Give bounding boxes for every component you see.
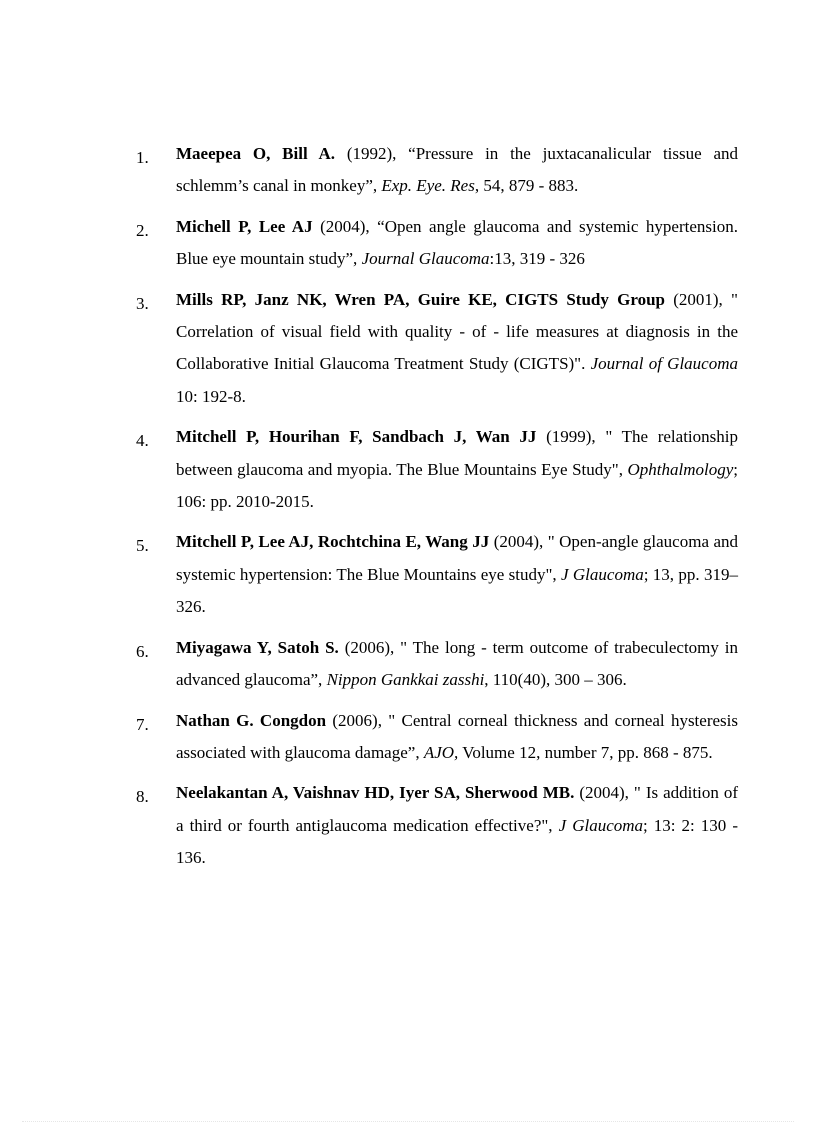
reference-journal: J Glaucoma <box>558 815 644 835</box>
reference-number: 6. <box>136 641 149 661</box>
reference-details: Volume 12, number 7, pp. 868 - 875. <box>458 742 713 762</box>
reference-number: 1. <box>136 148 149 167</box>
reference-journal: Ophthalmology <box>627 459 734 479</box>
reference-authors: Miyagawa Y, Satoh S. <box>176 637 339 657</box>
reference-journal: Exp. Eye. Res <box>381 176 475 196</box>
reference-details: ; 13, pp. 319–326. <box>176 564 738 617</box>
reference-title: (2004), “Open angle glaucoma and systemic hypertension. Blue eye mountain study”, <box>176 216 738 269</box>
reference-number: 2. <box>136 220 149 240</box>
page-footer-divider <box>22 1121 794 1122</box>
reference-item <box>0 211 738 276</box>
reference-authors: Mitchell P, Hourihan F, Sandbach J, Wan JJ <box>176 427 537 447</box>
reference-title: (2004), " Is addition of a third or fourth antiglaucoma medication effective?", <box>176 783 738 835</box>
reference-number: 5. <box>136 536 149 556</box>
reference-list <box>0 138 816 883</box>
reference-number: 7. <box>136 714 149 734</box>
reference-journal: Nippon Gankkai zasshi <box>326 670 485 690</box>
reference-journal: J Glaucoma <box>561 564 644 584</box>
reference-item <box>0 138 738 203</box>
reference-item <box>0 777 738 874</box>
reference-details: ; 13: 2: 130 - 136. <box>176 815 738 868</box>
reference-title: (2001), " Correlation of visual field with quality - of - life measures at diagnosis in the Collaborative Initial Glaucoma Treatment Study (CIGTS)". <box>176 289 738 374</box>
reference-journal: AJO, <box>423 742 459 762</box>
reference-authors: Michell P, Lee AJ <box>176 216 313 236</box>
reference-authors: Mitchell P, Lee AJ, Rochtchina E, Wang JJ <box>176 532 490 552</box>
reference-item <box>0 705 738 770</box>
reference-title: (1999), " The relationship between glaucoma and myopia. The Blue Mountains Eye Study", <box>176 427 738 479</box>
reference-authors: Nathan G. Congdon <box>176 710 327 730</box>
reference-details: ; 106: pp. 2010-2015. <box>176 459 738 512</box>
reference-title: (2004), " Open-angle glaucoma and systemic hypertension: The Blue Mountains eye study", <box>176 532 738 584</box>
reference-title: (2006), " Central corneal thickness and corneal hysteresis associated with glaucoma damage”, <box>176 710 738 762</box>
reference-details: :13, 319 - 326 <box>489 249 585 269</box>
reference-details: 10: 192-8. <box>176 386 246 406</box>
reference-item <box>0 526 738 623</box>
reference-details: , 54, 879 - 883. <box>474 176 579 196</box>
reference-journal: Journal Glaucoma <box>361 249 490 269</box>
reference-item <box>0 632 738 697</box>
reference-number: 3. <box>136 293 149 313</box>
reference-item <box>0 284 738 414</box>
reference-authors: Maeepea O, Bill A. <box>176 144 336 163</box>
reference-authors: Mills RP, Janz NK, Wren PA, Guire KE, CIGTS Study Group <box>176 289 665 309</box>
reference-authors: Neelakantan A, Vaishnav HD, Iyer SA, Sherwood MB. <box>176 783 575 803</box>
reference-details: , 110(40), 300 – 306. <box>484 670 627 690</box>
reference-number: 4. <box>136 431 149 451</box>
reference-item <box>0 421 738 518</box>
reference-title: (2006), " The long - term outcome of trabeculectomy in advanced glaucoma”, <box>176 637 739 690</box>
reference-journal: Journal of Glaucoma <box>590 354 738 374</box>
reference-title: (1992), “Pressure in the juxtacanalicular tissue and schlemm’s canal in monkey”, <box>176 144 738 196</box>
reference-number: 8. <box>136 787 149 807</box>
